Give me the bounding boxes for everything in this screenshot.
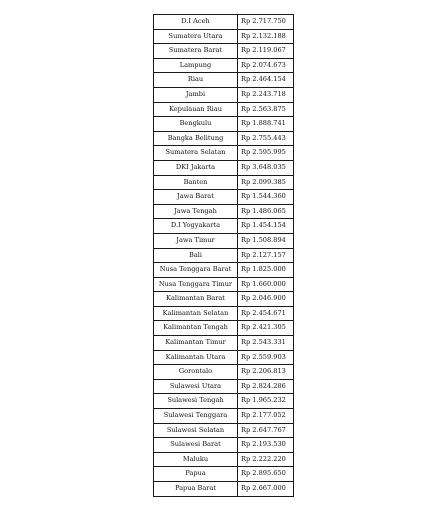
table-row xyxy=(154,467,294,482)
table-row xyxy=(154,336,294,351)
table-row xyxy=(154,379,294,394)
table-row xyxy=(154,263,294,278)
wage-value-cell: Rp 1.544.360 xyxy=(238,190,294,205)
table-row xyxy=(154,452,294,467)
wage-value-cell: Rp 2.717.750 xyxy=(238,15,294,30)
table-row xyxy=(154,73,294,88)
table-row xyxy=(154,175,294,190)
table-row xyxy=(154,102,294,117)
wage-value-cell: Rp 2.193.530 xyxy=(238,438,294,453)
wage-table-container xyxy=(153,14,294,497)
province-cell: Bengkulu xyxy=(154,117,238,132)
province-cell: Maluku xyxy=(154,452,238,467)
wage-value-cell: Rp 1.888.741 xyxy=(238,117,294,132)
table-row xyxy=(154,87,294,102)
table-row xyxy=(154,438,294,453)
province-cell: Sumatera Selatan xyxy=(154,146,238,161)
province-cell: Bali xyxy=(154,248,238,263)
table-row xyxy=(154,248,294,263)
table-row xyxy=(154,160,294,175)
province-cell: Papua xyxy=(154,467,238,482)
wage-value-cell: Rp 2.046.900 xyxy=(238,292,294,307)
wage-value-cell: Rp 3.648.035 xyxy=(238,160,294,175)
table-row xyxy=(154,306,294,321)
province-cell: Bangka Belitung xyxy=(154,131,238,146)
province-cell: Sumatera Barat xyxy=(154,44,238,59)
province-cell: Jambi xyxy=(154,87,238,102)
table-row xyxy=(154,29,294,44)
province-cell: Kepulauan Riau xyxy=(154,102,238,117)
wage-value-cell: Rp 2.099.385 xyxy=(238,175,294,190)
province-cell: Nusa Tenggara Timur xyxy=(154,277,238,292)
province-cell: D.I Yogyakarta xyxy=(154,219,238,234)
province-cell: D.I Aceh xyxy=(154,15,238,30)
province-cell: Kalimantan Utara xyxy=(154,350,238,365)
province-cell: Banten xyxy=(154,175,238,190)
wage-value-cell: Rp 2.074.673 xyxy=(238,58,294,73)
table-row xyxy=(154,58,294,73)
table-row xyxy=(154,277,294,292)
wage-value-cell: Rp 1.660.000 xyxy=(238,277,294,292)
wage-value-cell: Rp 2.824.286 xyxy=(238,379,294,394)
province-cell: Kalimantan Tengah xyxy=(154,321,238,336)
province-cell: Sulawesi Selatan xyxy=(154,423,238,438)
table-body xyxy=(154,15,294,497)
province-cell: Jawa Tengah xyxy=(154,204,238,219)
province-cell: Papua Barat xyxy=(154,482,238,497)
province-cell: Sulawesi Tenggara xyxy=(154,409,238,424)
province-cell: Sulawesi Utara xyxy=(154,379,238,394)
table-row xyxy=(154,44,294,59)
province-cell: Riau xyxy=(154,73,238,88)
wage-value-cell: Rp 1.508.894 xyxy=(238,233,294,248)
wage-value-cell: Rp 2.667.000 xyxy=(238,482,294,497)
table-row xyxy=(154,204,294,219)
table-row xyxy=(154,365,294,380)
wage-value-cell: Rp 2.454.671 xyxy=(238,306,294,321)
wage-value-cell: Rp 1.965.232 xyxy=(238,394,294,409)
wage-value-cell: Rp 2.647.767 xyxy=(238,423,294,438)
wage-value-cell: Rp 2.595.995 xyxy=(238,146,294,161)
wage-value-cell: Rp 2.177.052 xyxy=(238,409,294,424)
wage-value-cell: Rp 2.243.718 xyxy=(238,87,294,102)
wage-value-cell: Rp 2.895.650 xyxy=(238,467,294,482)
wage-value-cell: Rp 2.119.067 xyxy=(238,44,294,59)
wage-value-cell: Rp 2.563.875 xyxy=(238,102,294,117)
province-cell: Kalimantan Selatan xyxy=(154,306,238,321)
wage-value-cell: Rp 2.127.157 xyxy=(238,248,294,263)
wage-value-cell: Rp 1.825.000 xyxy=(238,263,294,278)
province-cell: Sulawesi Tengah xyxy=(154,394,238,409)
table-row xyxy=(154,117,294,132)
table-row xyxy=(154,146,294,161)
table-row xyxy=(154,233,294,248)
wage-value-cell: Rp 2.132.188 xyxy=(238,29,294,44)
table-row xyxy=(154,190,294,205)
province-cell: Jawa Barat xyxy=(154,190,238,205)
table-row xyxy=(154,131,294,146)
table-row xyxy=(154,321,294,336)
table-row xyxy=(154,482,294,497)
wage-value-cell: Rp 2.222.220 xyxy=(238,452,294,467)
wage-value-cell: Rp 2.464.154 xyxy=(238,73,294,88)
province-cell: Jawa Timur xyxy=(154,233,238,248)
province-cell: Sulawesi Barat xyxy=(154,438,238,453)
table-row xyxy=(154,423,294,438)
wage-value-cell: Rp 2.421.305 xyxy=(238,321,294,336)
province-cell: Nusa Tenggara Barat xyxy=(154,263,238,278)
wage-value-cell: Rp 1.454.154 xyxy=(238,219,294,234)
province-cell: Kalimantan Barat xyxy=(154,292,238,307)
wage-value-cell: Rp 1.486.065 xyxy=(238,204,294,219)
wage-value-cell: Rp 2.543.331 xyxy=(238,336,294,351)
wage-value-cell: Rp 2.206.813 xyxy=(238,365,294,380)
table-row xyxy=(154,394,294,409)
table-row xyxy=(154,350,294,365)
table-row xyxy=(154,292,294,307)
wage-value-cell: Rp 2.755.443 xyxy=(238,131,294,146)
province-cell: Gorontalo xyxy=(154,365,238,380)
province-cell: Kalimantan Timur xyxy=(154,336,238,351)
province-cell: Lampung xyxy=(154,58,238,73)
province-cell: DKI Jakarta xyxy=(154,160,238,175)
provincial-wage-table xyxy=(153,14,294,497)
wage-value-cell: Rp 2.559.903 xyxy=(238,350,294,365)
table-row xyxy=(154,15,294,30)
table-row xyxy=(154,219,294,234)
province-cell: Sumatera Utara xyxy=(154,29,238,44)
table-row xyxy=(154,409,294,424)
